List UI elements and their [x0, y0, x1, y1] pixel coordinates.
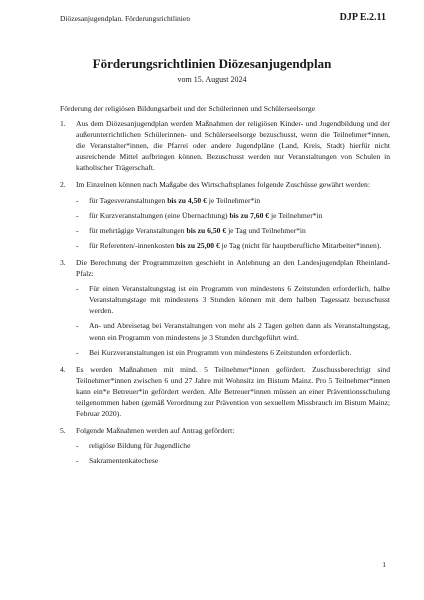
list-item: [60, 425, 390, 466]
sub-list-text: [89, 225, 390, 236]
list-item-text: Aus dem Diözesanjugendplan werden Maßnahmen der religiösen Kinder- und Jugendbildung und der außerunterrichtlichen Schülerinnen- und Schülerseelsorge bezuschusst, wenn die Teilnehmer*innen, die Veranstalter*innen, die Pfarrei oder andere Jugendpläne (Land, Kreis, Stadt) hierfür nicht ausreichende Mittel aufbringen können. Bezuschusst werden nur Veranstaltungen von Schulen in katholischer Trägerschaft.: [76, 119, 390, 173]
dash-bullet: -: [76, 284, 79, 294]
list-item-text: Es werden Maßnahmen mit mind. 5 Teilnehmer*innen gefördert. Zuschussberechtigt sind Teilnehmer*innen zwischen 6 und 27 Jahre mit Wohnsitz im Bistum Mainz. Pro 5 Teilnehmer*innen kann ein*e Betreuer*in gefördert werden. Alle Betreuer*innen müssen an einer Präventionsschulung teilgenommen haben (gemäß Verordnung zur Prävention von sexuellem Missbrauch im Bistum Mainz; Februar 2020).: [76, 364, 390, 419]
list-item-body: [76, 364, 390, 419]
list-item-number: 2.: [60, 180, 66, 190]
sub-list-text: [89, 210, 390, 221]
running-header: Diözesanjugendplan. Förderungsrichtlinien: [60, 14, 190, 23]
list-item-body: [76, 179, 390, 250]
list-item-body: [76, 257, 390, 358]
list-item-body: [76, 118, 390, 173]
sub-text-pre: für Tagesveranstaltungen: [89, 195, 168, 205]
sub-list-text: [89, 320, 390, 342]
document-title: Förderungsrichtlinien Diözesanjugendplan: [92, 56, 332, 71]
sub-text-pre: Sakramentenkatechese: [89, 456, 159, 466]
sub-text-post: je Tag (nicht für hauptberufliche Mitarbeiter*innen).: [219, 240, 382, 250]
sub-list-item: [76, 195, 390, 206]
numbered-list: [60, 118, 390, 472]
sub-list-item: [76, 320, 390, 342]
dash-bullet: -: [76, 210, 79, 220]
sub-text-pre: für Referenten/-innenkosten: [89, 240, 177, 250]
list-item-number: 3.: [60, 257, 66, 267]
sub-text-post: je Teilnehmer*in: [269, 210, 323, 220]
amount-bold: bis zu 6,50 €: [186, 225, 227, 235]
list-item-number: 4.: [60, 364, 66, 374]
sub-list-text: [89, 440, 390, 451]
sub-list-item: [76, 440, 390, 451]
sub-text-pre: Bei Kurzveranstaltungen ist ein Programm von mindestens 6 Zeitstunden erforderlich.: [89, 347, 352, 357]
list-item-number: 1.: [60, 119, 66, 128]
sub-list-text: [89, 240, 390, 251]
dash-bullet: -: [76, 456, 79, 466]
dash-bullet: -: [76, 195, 79, 205]
sub-list-text: [89, 455, 390, 466]
list-item: [60, 257, 390, 358]
dash-bullet: -: [76, 240, 79, 250]
list-item-text: Folgende Maßnahmen werden auf Antrag gefördert:: [76, 426, 235, 436]
sub-list-item: [76, 347, 390, 358]
list-item-text: Im Einzelnen können nach Maßgabe des Wirtschaftsplanes folgende Zuschüsse gewährt werden:: [76, 180, 370, 190]
sub-list-item: [76, 283, 390, 316]
sub-text-post: je Tag und Teilnehmer*in: [226, 225, 306, 235]
amount-bold: bis zu 4,50 €: [167, 195, 207, 205]
sub-list-item: [76, 240, 390, 251]
dash-bullet: -: [76, 225, 79, 235]
list-item-body: [76, 425, 390, 466]
dash-bullet: -: [76, 321, 79, 331]
amount-bold: bis zu 7,60 €: [229, 210, 270, 220]
sub-text-pre: Für einen Veranstaltungstag ist ein Programm von mindestens 6 Zeitstunden erforderlich, halbe Veranstaltungstage mit mindestens 3 Stunden können mit dem halben Tagessatz bezuschusst werden.: [89, 284, 390, 316]
sub-text-pre: für Kurzveranstaltungen (eine Übernachtung): [89, 210, 230, 220]
amount-bold: bis zu 25,00 €: [176, 240, 220, 250]
sub-list-text: [89, 195, 390, 206]
sub-list-text: [89, 283, 390, 316]
sub-list-item: [76, 210, 390, 221]
list-item: [60, 118, 390, 173]
sub-list-item: [76, 225, 390, 236]
list-item-text: Die Berechnung der Programmzeiten geschieht in Anlehnung an den Landesjugendplan Rheinland-Pfalz:: [76, 257, 390, 279]
document-code: DJP E.2.11: [339, 12, 386, 23]
list-item: [60, 364, 390, 419]
sub-text-pre: An- und Abreisetag bei Veranstaltungen von mehr als 2 Tagen gelten dann als Veranstaltungstag, wenn ein Programm von mindestens je 3 Stunden durchgeführt wird.: [89, 321, 390, 342]
sub-list-text: [89, 347, 390, 358]
dash-bullet: -: [76, 347, 79, 357]
sub-list-item: [76, 455, 390, 466]
list-item-number: 5.: [60, 426, 66, 436]
section-intro: Förderung der religiösen Bildungsarbeit und der Schülerinnen und Schülerseelsorge: [60, 104, 316, 113]
sub-text-pre: für mehrtägige Veranstaltungen: [89, 225, 187, 235]
list-item: [60, 179, 390, 250]
document-date: vom 15. August 2024: [177, 75, 247, 84]
dash-bullet: -: [76, 441, 79, 451]
sub-text-pre: religiöse Bildung für Jugendliche: [89, 441, 191, 451]
sub-text-post: je Teilnehmer*in: [206, 195, 261, 205]
page-number: 1: [382, 560, 386, 569]
